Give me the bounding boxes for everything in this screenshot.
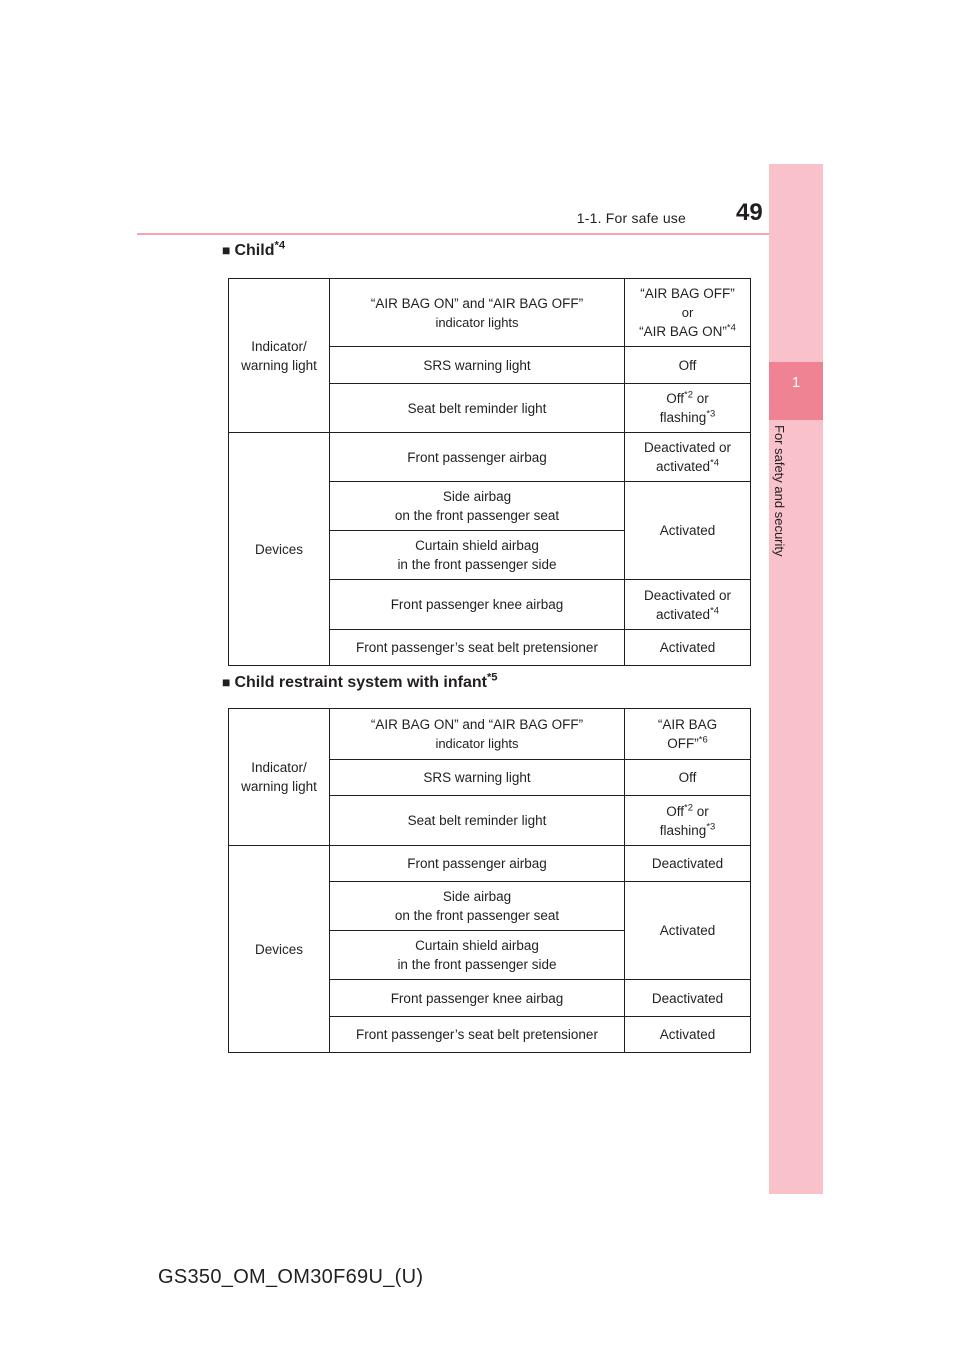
heading-infant-text: Child restraint system with infant <box>234 674 487 691</box>
lights-value: “AIR BAG OFF” or “AIR BAG ON”$^{*4}$ <box>625 279 751 347</box>
srs-label: SRS warning light <box>330 347 625 384</box>
lights-value: “AIR BAG OFF”$^{*6}$ <box>625 709 751 760</box>
srs-value: Off <box>625 760 751 796</box>
side-curtain-value: Activated <box>625 882 751 980</box>
devices-header: Devices <box>229 846 330 1053</box>
knee-airbag-label: Front passenger knee airbag <box>330 580 625 630</box>
knee-airbag-value: Deactivated <box>625 980 751 1017</box>
section-title: 1-1. For safe use <box>576 210 686 226</box>
knee-airbag-value: Deactivated or activated$^{*4}$ <box>625 580 751 630</box>
front-airbag-value: Deactivated <box>625 846 751 882</box>
side-airbag-label: Side airbag on the front passenger seat <box>330 882 625 931</box>
seatbelt-value: Off$^{*2}$ or flashing$^{*3}$ <box>625 796 751 846</box>
srs-value: Off <box>625 347 751 384</box>
footnote-ref: *4 <box>274 239 286 252</box>
indicator-header: Indicator/ warning light <box>229 279 330 433</box>
header-rule <box>137 233 822 235</box>
seatbelt-label: Seat belt reminder light <box>330 384 625 433</box>
square-bullet-icon: ■ <box>222 242 231 258</box>
heading-child <box>222 239 286 260</box>
footnote-ref: *5 <box>486 671 498 684</box>
curtain-airbag-label: Curtain shield airbag in the front passenger side <box>330 531 625 580</box>
curtain-airbag-label: Curtain shield airbag in the front passenger side <box>330 931 625 980</box>
front-airbag-label: Front passenger airbag <box>330 433 625 482</box>
knee-airbag-label: Front passenger knee airbag <box>330 980 625 1017</box>
seatbelt-value: Off$^{*2}$ or flashing$^{*3}$ <box>625 384 751 433</box>
chapter-side-tab <box>769 164 823 1194</box>
heading-infant <box>222 671 498 692</box>
chapter-title <box>771 425 793 595</box>
pretensioner-value: Activated <box>625 1017 751 1053</box>
srs-label: SRS warning light <box>330 760 625 796</box>
front-airbag-label: Front passenger airbag <box>330 846 625 882</box>
front-airbag-value: Deactivated or activated$^{*4}$ <box>625 433 751 482</box>
page-number: 49 <box>736 199 763 226</box>
document-id: GS350_OM_OM30F69U_(U) <box>158 1266 424 1288</box>
indicator-header: Indicator/ warning light <box>229 709 330 846</box>
devices-header: Devices <box>229 433 330 666</box>
lights-label: “AIR BAG ON” and “AIR BAG OFF” indicator lights <box>330 709 625 760</box>
seatbelt-label: Seat belt reminder light <box>330 796 625 846</box>
pretensioner-label: Front passenger’s seat belt pretensioner <box>330 1017 625 1053</box>
heading-child-text: Child <box>234 242 275 259</box>
chapter-tab-marker <box>769 362 823 420</box>
square-bullet-icon: ■ <box>222 674 231 690</box>
child-table <box>228 278 751 666</box>
side-curtain-value: Activated <box>625 482 751 580</box>
infant-table <box>228 708 751 1053</box>
pretensioner-label: Front passenger’s seat belt pretensioner <box>330 630 625 666</box>
pretensioner-value: Activated <box>625 630 751 666</box>
side-airbag-label: Side airbag on the front passenger seat <box>330 482 625 531</box>
chapter-title-text: For safety and security <box>772 425 787 557</box>
chapter-number: 1 <box>791 374 801 391</box>
lights-label: “AIR BAG ON” and “AIR BAG OFF” indicator lights <box>330 279 625 347</box>
